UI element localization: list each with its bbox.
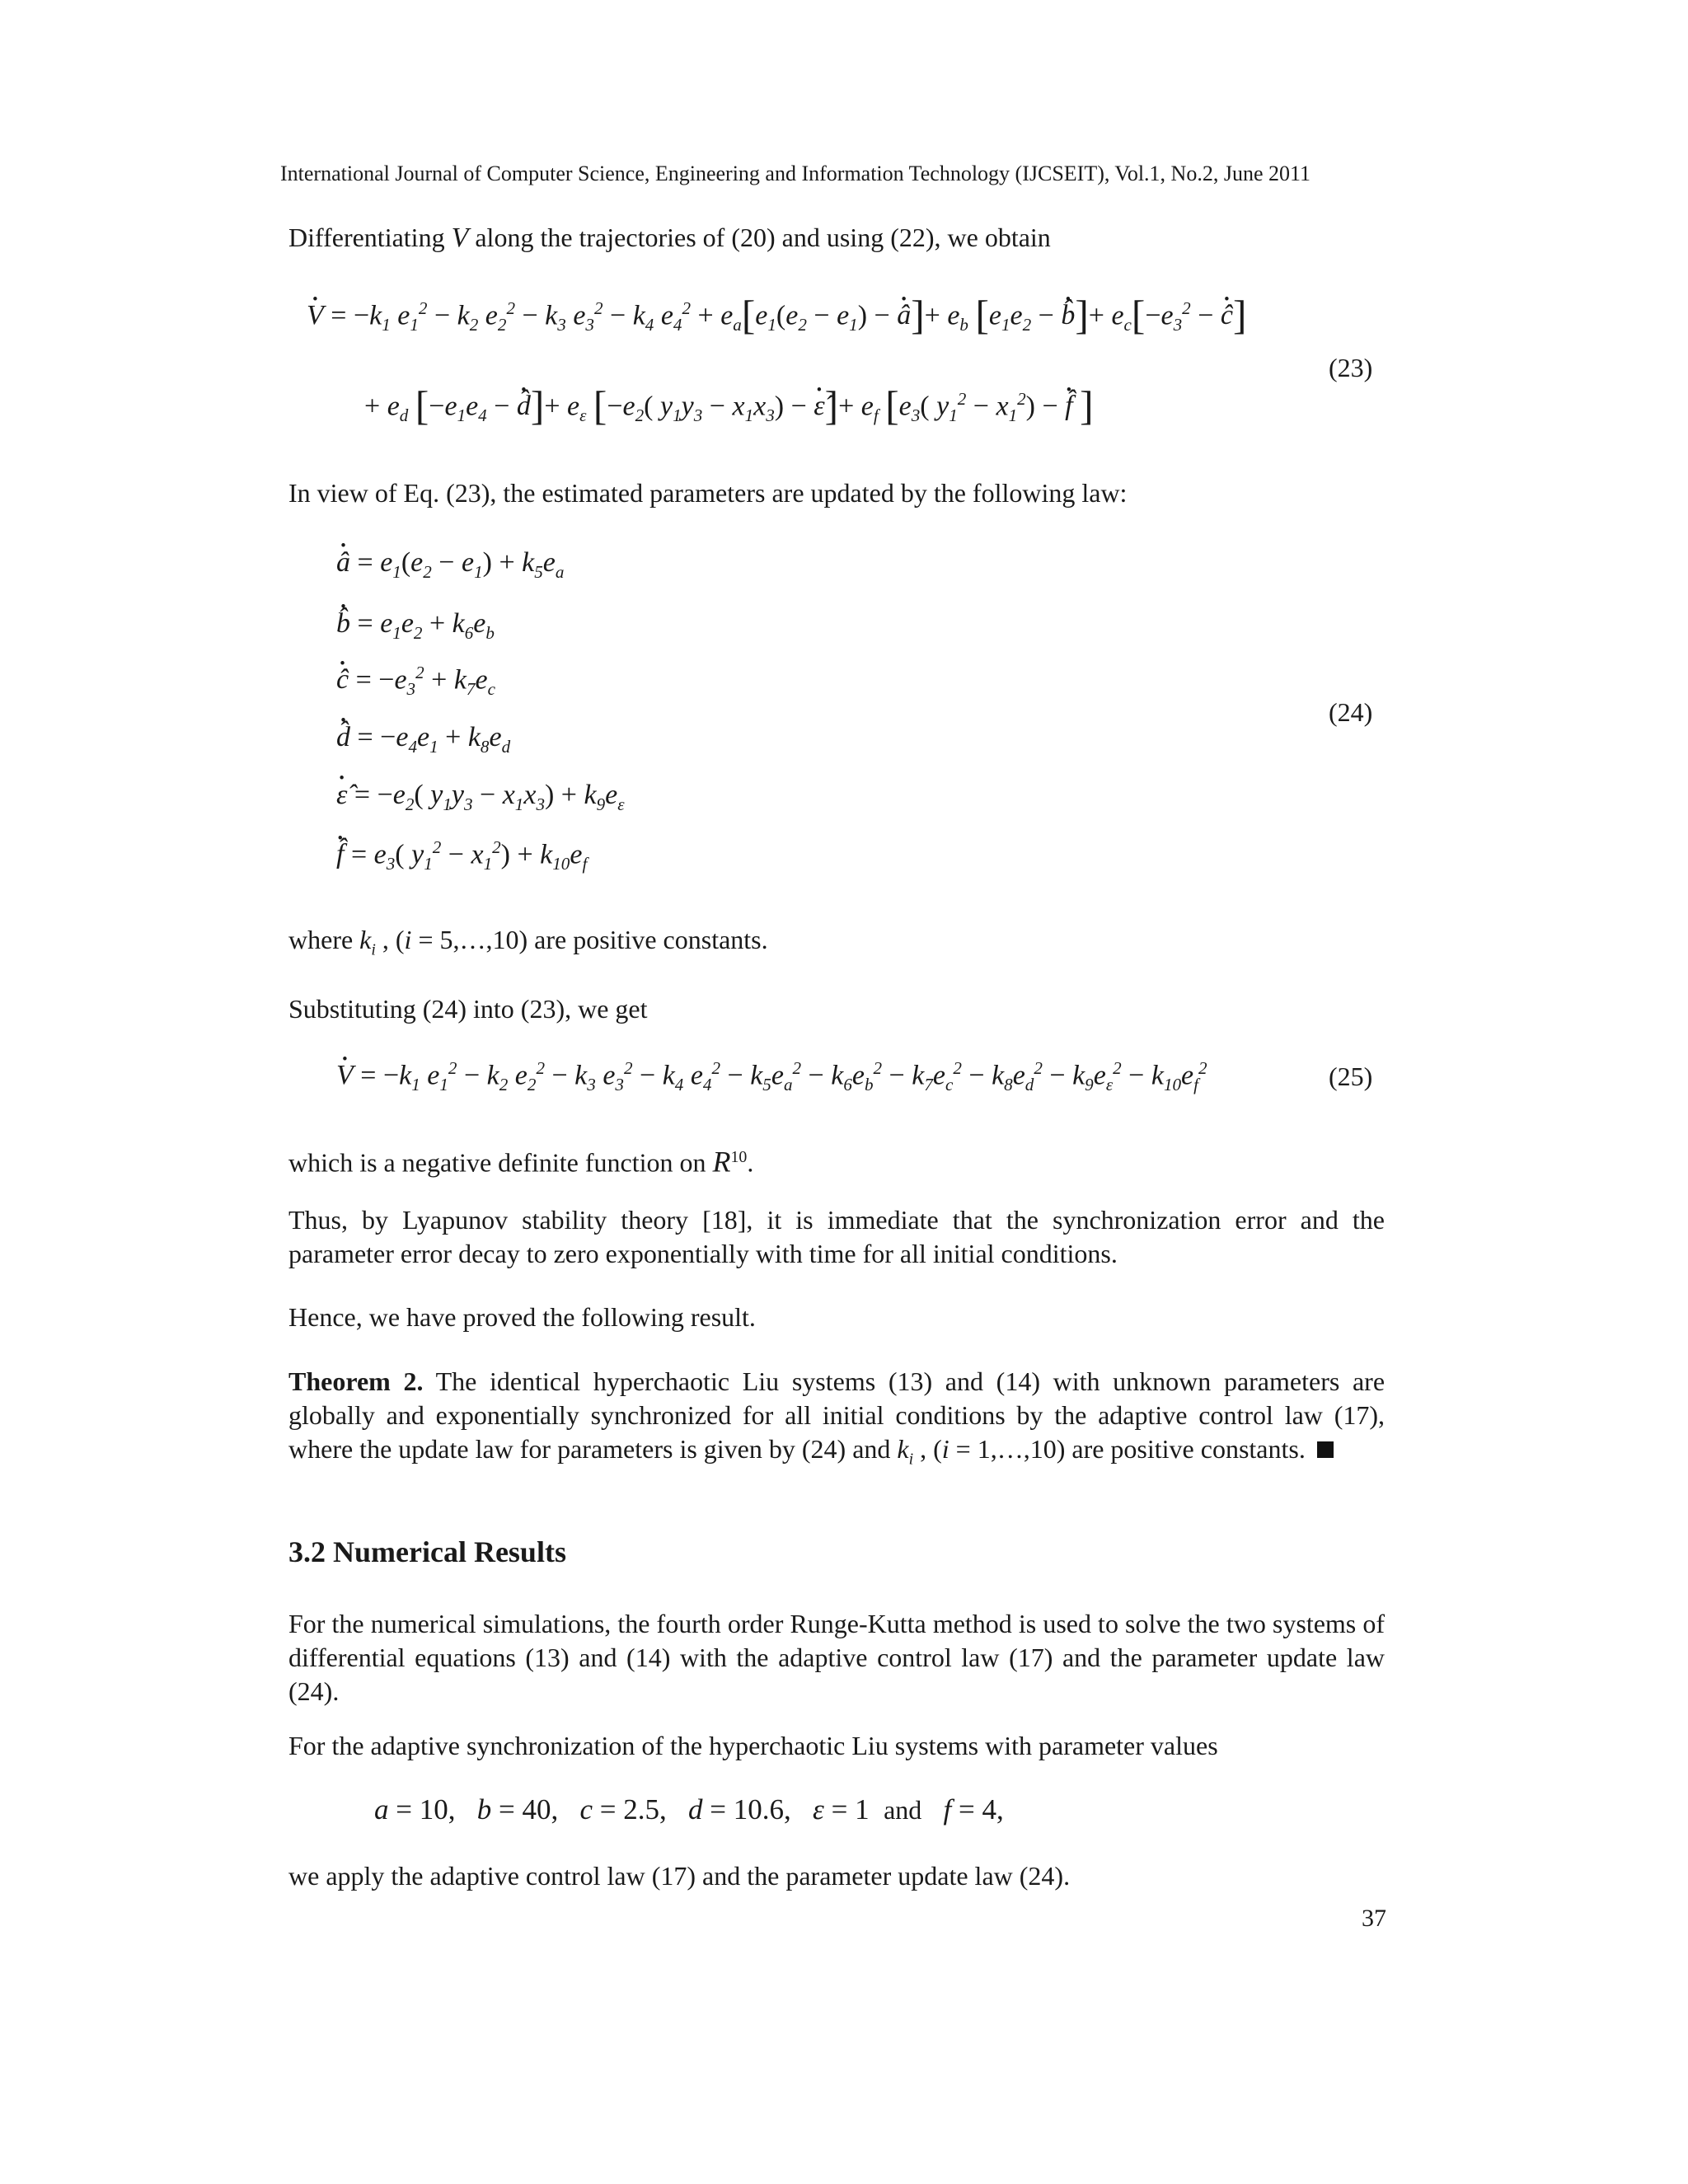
end-of-proof-square bbox=[1317, 1441, 1334, 1458]
equation-24-number: (24) bbox=[1329, 697, 1373, 727]
section-heading: 3.2 Numerical Results bbox=[288, 1535, 566, 1568]
equation-25: • $V = -k_1$ $e_1^2 - k_2$ $e_2^2 - k_3$ $e_3^2 - k_4$ $e_4^2 - k_5e_a^2 - k_6e_b^2 - k_7e_c^2 - k_8e_d^2 - k_9e_\varepsilon^2 - k_{10}e_f^2$ bbox=[336, 1058, 1207, 1095]
equation-24-a: • â = $e_1(e_2 - e_1) + k_5e_a$ bbox=[336, 547, 564, 583]
equation-24-epsilon: • ε̂ = $-e_2$( $y_1y_3 - x_1x_3) + k_9e_\varepsilon$ bbox=[336, 780, 625, 815]
paragraph-substituting: Substituting (24) into (23), we get bbox=[288, 994, 648, 1024]
equation-24-b: • b̂ = $e_1e_2 + k_6e_b$ bbox=[336, 608, 495, 644]
paragraph-lyapunov: Thus, by Lyapunov stability theory [18], it is immediate that the synchronization error and the parameter error decay to zero exponentially with time for all initial conditions. bbox=[288, 1205, 1385, 1268]
paragraph-adaptive: For the adaptive synchronization of the hyperchaotic Liu systems with parameter values bbox=[288, 1731, 1218, 1760]
paragraph-differentiating: Differentiating V along the trajectories of (20) and using (22), we obtain bbox=[288, 223, 1051, 253]
running-header: International Journal of Computer Science, Engineering and Information Technology (IJCSEIT), Vol.1, No.2, June 2011 bbox=[280, 162, 1311, 185]
paragraph-negative-definite: which is a negative definite function on $R^{10}$. bbox=[288, 1145, 754, 1179]
paragraph-hence: Hence, we have proved the following result. bbox=[288, 1302, 756, 1332]
equation-23-line-1: • $V = -k_1$ $e_1^2 - k_2$ $e_2^2 - k_3$ $e_3^2 - k_4$ $e_4^2 + e_a[e_1(e_2 - e_1)$ − • â]+ $e_b$ [$e_1e_2$ − • b̂]+ $e_c[-e_3^2$ − • ĉ] bbox=[307, 298, 1246, 335]
paragraph-numerical: For the numerical simulations, the fourth order Runge-Kutta method is used to solve the two systems of differential equations (13) and (14) with the adaptive control law (17) and the parameter update law (24). bbox=[288, 1609, 1385, 1706]
paragraph-apply: we apply the adaptive control law (17) and the parameter update law (24). bbox=[288, 1861, 1071, 1891]
equation-23-line-2: + $e_d$ [$-e_1e_4$ − • d̂]+ $e_\varepsilon$ [$-e_2$( $y_1y_3 - x_1x_3$) − • ε̂]+ $e_f$ [$e_3$( $y_1^2 - x_1^2$) − • f̂ ] bbox=[364, 389, 1094, 426]
parameter-values: a = 10, b = 40, c = 2.5, d = 10.6, ε = 1 and f = 4, bbox=[374, 1793, 1004, 1825]
equation-24-c: • ĉ = $-e_3^2 + k_7e_c$ bbox=[336, 663, 495, 700]
equation-23-number: (23) bbox=[1329, 353, 1373, 382]
theorem-2: Theorem 2. The identical hyperchaotic Liu systems (13) and (14) with unknown parameters are globally and exponentially synchronized for all initial conditions by the adaptive control law (17), where the update law for parameters is given by (24) and $k_i$ , (i = 1,…,10) are positive constants. bbox=[288, 1366, 1386, 1469]
equation-25-number: (25) bbox=[1329, 1062, 1373, 1091]
equation-24-f: • f̂ = $e_3$( $y_1^2 - x_1^2) + k_{10}e_f$ bbox=[336, 837, 587, 874]
page-number: 37 bbox=[1362, 1905, 1386, 1932]
paragraph-where: where $k_i$ , (i = 5,…,10) are positive constants. bbox=[288, 925, 768, 959]
paragraph-in-view: In view of Eq. (23), the estimated parameters are updated by the following law: bbox=[288, 478, 1128, 508]
equation-24-d: • d̂ = $-e_4e_1 + k_8e_d$ bbox=[336, 722, 510, 757]
